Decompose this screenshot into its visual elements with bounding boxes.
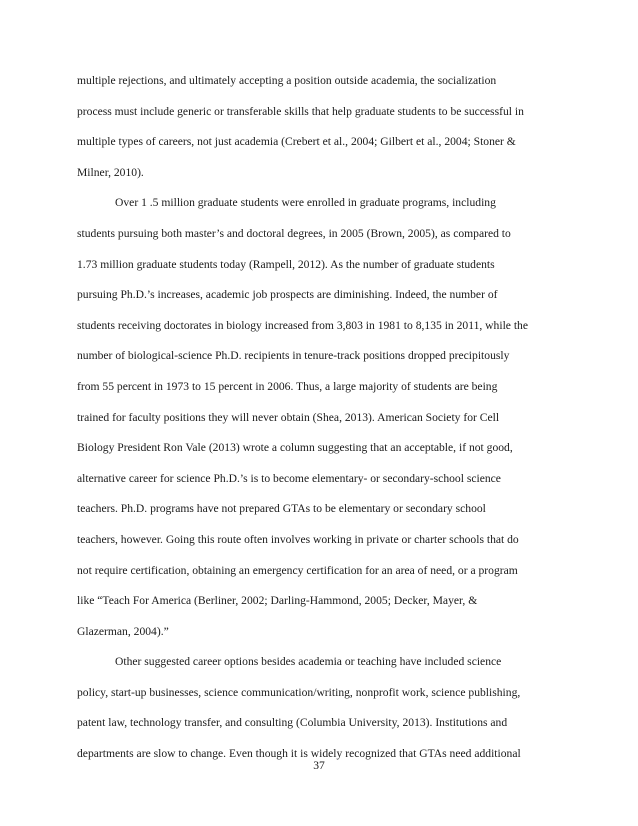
text-line: multiple types of careers, not just academia (Crebert et al., 2004; Gilbert et al., 2004; Stoner & <box>77 135 516 149</box>
text-line: alternative career for science Ph.D.’s is to become elementary- or secondary-school science <box>77 471 501 485</box>
text-line: patent law, technology transfer, and consulting (Columbia University, 2013). Institutions and <box>77 716 508 730</box>
paragraph-start-line: Over 1 .5 million graduate students were enrolled in graduate programs, including <box>115 196 496 210</box>
text-line: Glazerman, 2004).” <box>77 624 169 638</box>
text-line: teachers. Ph.D. programs have not prepared GTAs to be elementary or secondary school <box>77 502 486 516</box>
text-line: policy, start-up businesses, science communication/writing, nonprofit work, science publishing, <box>77 685 521 699</box>
text-line: like “Teach For America (Berliner, 2002; Darling-Hammond, 2005; Decker, Mayer, & <box>77 594 478 608</box>
text-line: number of biological-science Ph.D. recipients in tenure-track positions dropped precipitously <box>77 349 510 363</box>
text-line: Biology President Ron Vale (2013) wrote a column suggesting that an acceptable, if not good, <box>77 441 513 455</box>
text-line: 1.73 million graduate students today (Rampell, 2012). As the number of graduate students <box>77 257 495 271</box>
text-line: trained for faculty positions they will never obtain (Shea, 2013). American Society for Cell <box>77 410 500 424</box>
page-number: 37 <box>313 759 325 772</box>
text-line: teachers, however. Going this route often involves working in private or charter schools that do <box>77 532 519 546</box>
text-line: from 55 percent in 1973 to 15 percent in 2006. Thus, a large majority of students are being <box>77 379 498 393</box>
text-line: departments are slow to change. Even though it is widely recognized that GTAs need additional <box>77 747 521 761</box>
text-line: students receiving doctorates in biology increased from 3,803 in 1981 to 8,135 in 2011, while the <box>77 318 528 332</box>
text-line: students pursuing both master’s and doctoral degrees, in 2005 (Brown, 2005), as compared to <box>77 226 511 240</box>
paragraph-start-line: Other suggested career options besides academia or teaching have included science <box>115 655 502 669</box>
text-line: pursuing Ph.D.’s increases, academic job prospects are diminishing. Indeed, the number of <box>77 288 498 302</box>
text-line: process must include generic or transferable skills that help graduate students to be successful in <box>77 104 524 118</box>
body-text <box>77 66 565 770</box>
text-line: multiple rejections, and ultimately accepting a position outside academia, the socialization <box>77 74 497 87</box>
text-line: Milner, 2010). <box>77 165 144 179</box>
text-line: not require certification, obtaining an emergency certification for an area of need, or a program <box>77 563 518 577</box>
